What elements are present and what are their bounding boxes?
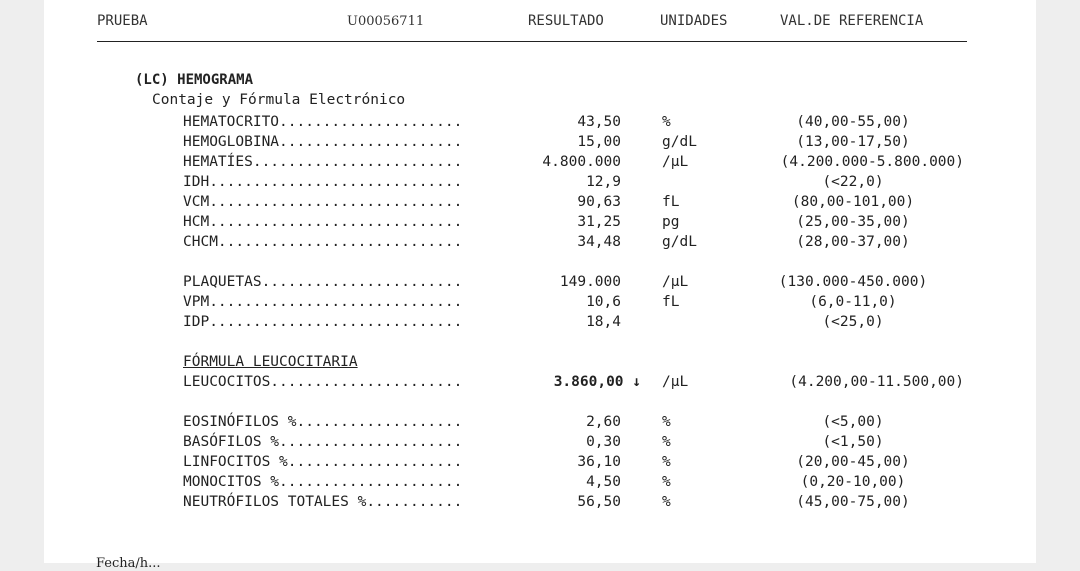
result-row [44,112,1036,132]
result-row [44,372,1036,392]
test-unit: fL [662,194,680,210]
test-reference: (<1,50) [822,434,884,450]
test-unit: fL [662,294,680,310]
test-reference: (<5,00) [822,414,884,430]
test-name: HEMATÍES........................ [183,154,463,170]
result-row [44,192,1036,212]
test-name: VPM............................. [183,294,463,310]
test-reference: (40,00-55,00) [796,114,910,130]
result-row [44,452,1036,472]
test-name: HEMATOCRITO..................... [183,114,463,130]
section-subtitle: Contaje y Fórmula Electrónico [152,92,406,108]
test-unit: /µL [662,154,689,170]
test-value: 4.800.000 [542,154,621,170]
result-row [44,172,1036,192]
sample-id: U00056711 [347,14,425,29]
test-name: LEUCOCITOS...................... [183,374,463,390]
test-reference: (13,00-17,50) [796,134,910,150]
result-row [44,432,1036,452]
result-row [44,312,1036,332]
column-header-reference: VAL.DE REFERENCIA [780,13,924,29]
test-value-flagged: 3.860,00 ↓ [553,374,641,390]
result-row [44,272,1036,292]
test-unit: /µL [662,274,689,290]
test-reference: (<25,0) [822,314,884,330]
test-name: PLAQUETAS....................... [183,274,463,290]
test-value: 0,30 [586,434,621,450]
test-unit: % [662,474,671,490]
test-unit: % [662,454,671,470]
section-title: (LC) HEMOGRAMA [135,72,254,88]
test-value: 149.000 [559,274,621,290]
test-value: 15,00 [577,134,621,150]
test-reference: (0,20-10,00) [800,474,906,490]
test-value: 56,50 [577,494,621,510]
test-value: 90,63 [577,194,621,210]
test-value: 10,6 [586,294,621,310]
result-row [44,232,1036,252]
test-reference: (28,00-37,00) [796,234,910,250]
test-unit: % [662,434,671,450]
footer-cut-text: Fecha/h... [96,556,161,571]
test-unit: % [662,494,671,510]
result-row [44,492,1036,512]
result-row [44,412,1036,432]
column-header-test: PRUEBA [97,13,148,29]
test-name: NEUTRÓFILOS TOTALES %........... [183,494,463,510]
test-name: HEMOGLOBINA..................... [183,134,463,150]
test-reference: (4.200,00-11.500,00) [789,374,964,390]
test-name: MONOCITOS %..................... [183,474,463,490]
report-page [44,0,1036,571]
test-name: LINFOCITOS %.................... [183,454,463,470]
leuco-heading-row [44,352,1036,372]
leuco-heading: FÓRMULA LEUCOCITARIA [183,354,358,370]
test-value: 43,50 [577,114,621,130]
result-row [44,152,1036,172]
header-divider [97,41,967,42]
test-reference: (20,00-45,00) [796,454,910,470]
test-unit: % [662,414,671,430]
test-unit: g/dL [662,134,697,150]
test-reference: (130.000-450.000) [778,274,928,290]
result-row [44,132,1036,152]
test-name: BASÓFILOS %..................... [183,434,463,450]
result-row [44,212,1036,232]
test-value: 34,48 [577,234,621,250]
test-name: HCM............................. [183,214,463,230]
test-reference: (<22,0) [822,174,884,190]
test-reference: (45,00-75,00) [796,494,910,510]
test-value: 2,60 [586,414,621,430]
result-row [44,472,1036,492]
test-reference: (25,00-35,00) [796,214,910,230]
test-unit: pg [662,214,680,230]
test-value: 4,50 [586,474,621,490]
test-reference: (4.200.000-5.800.000) [780,154,964,170]
test-unit: /µL [662,374,689,390]
test-reference: (6,0-11,0) [809,294,897,310]
test-name: IDP............................. [183,314,463,330]
column-header-result: RESULTADO [528,13,604,29]
test-value: 36,10 [577,454,621,470]
test-name: VCM............................. [183,194,463,210]
test-name: CHCM............................ [183,234,463,250]
test-name: IDH............................. [183,174,463,190]
test-name: EOSINÓFILOS %................... [183,414,463,430]
result-row [44,292,1036,312]
test-value: 31,25 [577,214,621,230]
test-unit: % [662,114,671,130]
test-value: 18,4 [586,314,621,330]
column-header-units: UNIDADES [660,13,728,29]
test-reference: (80,00-101,00) [791,194,915,210]
test-unit: g/dL [662,234,697,250]
test-value: 12,9 [586,174,621,190]
